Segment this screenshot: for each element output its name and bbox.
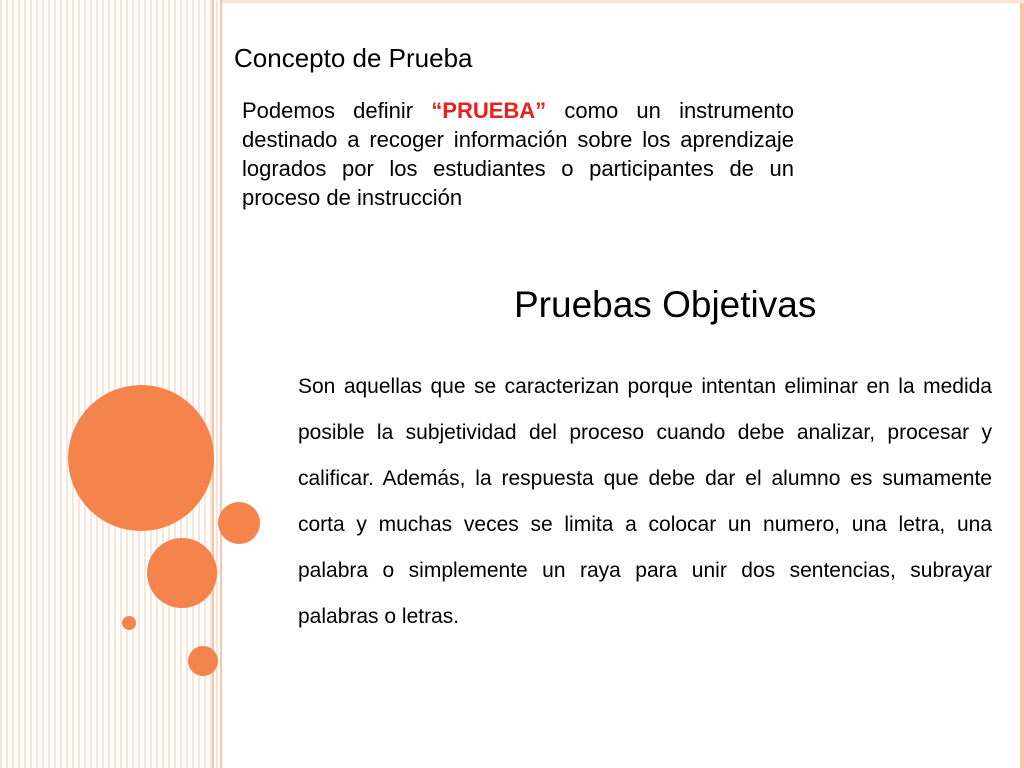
definition-text-after: como un instrumento destinado a recoger información sobre los aprendizaje logrados por los estudiantes o participantes de un proceso de instrucción bbox=[242, 98, 795, 210]
section-subheading: Pruebas Objetivas bbox=[514, 284, 817, 325]
body-paragraph: Son aquellas que se caracterizan porque intentan eliminar en la medida posible la subjetividad del proceso cuando debe analizar, procesar y calificar. Además, la respuesta que debe dar el alumno es sumamente corta y muchas veces se limita a colocar un numero, una letra, una palabra o simplemente un raya para unir dos sentencias, subrayar palabras o letras. bbox=[298, 375, 992, 628]
decorative-circle-medium bbox=[147, 538, 217, 608]
definition-paragraph bbox=[242, 96, 794, 212]
right-border-rule bbox=[1020, 0, 1024, 768]
decorative-circle-small bbox=[188, 646, 218, 676]
decorative-circle-small bbox=[218, 502, 260, 544]
side-rule bbox=[220, 0, 222, 768]
side-decoration-band bbox=[0, 0, 218, 768]
decorative-circle-tiny bbox=[122, 616, 136, 630]
slide-heading: Concepto de Prueba bbox=[234, 43, 473, 73]
definition-keyword: “PRUEBA” bbox=[431, 98, 547, 123]
top-border-rule bbox=[222, 0, 1024, 3]
definition-text-before: Podemos definir bbox=[242, 98, 432, 123]
decorative-circle-large bbox=[68, 385, 214, 531]
